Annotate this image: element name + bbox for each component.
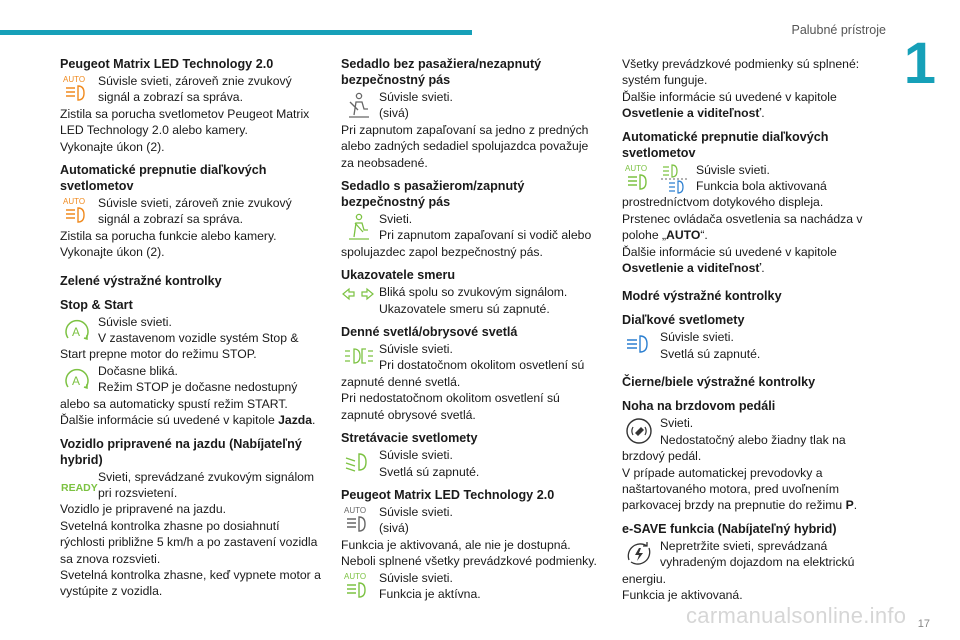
text-line: Súvisle svieti.	[379, 570, 453, 585]
paragraph: Start prepne motor do režimu STOP.	[60, 347, 257, 362]
indicator-row	[622, 538, 884, 571]
text-line: Nedostatočný alebo žiadny tlak na	[660, 432, 846, 447]
text-line: (sivá)	[379, 106, 409, 121]
paragraph: Prstenec ovládača osvetlenia sa nachádza v polohe „AUTO“.	[622, 211, 863, 243]
seatbelt-off-gray-icon	[341, 89, 375, 121]
svg-text:READY: READY	[61, 481, 98, 494]
text-line: Súvisle svieti.	[379, 504, 453, 519]
paragraph: prostredníctvom dotykového displeja.	[622, 195, 824, 210]
stop-start-green-icon	[60, 363, 94, 395]
section-blue-indicators: Modré výstražné kontrolky	[622, 289, 782, 304]
paragraph: Svetelná kontrolka zhasne po dosiahnutí rýchlosti približne 5 km/h a po zastavení vozidla sa znova rozsvieti.	[60, 518, 318, 566]
paragraph: Svetelná kontrolka zhasne, keď vypnete motor a vystúpite z vozidla.	[60, 567, 321, 599]
paragraph: alebo sa automaticky spustí režim START.	[60, 396, 288, 411]
paragraph: Vozidlo je pripravené na jazdu.	[60, 502, 226, 517]
paragraph: Pri zapnutom zapaľovaní sa jedno z predných alebo zadných sedadiel spolujazdca považuje za neobsadené.	[341, 122, 589, 170]
auto-headlamp-gray-icon	[341, 504, 375, 536]
indicator-row	[341, 504, 603, 537]
paragraph: brzdový pedál.	[622, 449, 702, 464]
indicator-row	[60, 73, 322, 106]
text-line: Súvisle svieti.	[379, 448, 453, 463]
page-header-title: Palubné prístroje	[791, 23, 886, 37]
text-line: Svieti.	[379, 212, 413, 227]
indicator-row	[60, 195, 322, 228]
text-line: Pri zapnutom zapaľovaní si vodič alebo	[379, 228, 592, 243]
paragraph: Neboli splnené všetky prevádzkové podmienky.	[341, 554, 597, 569]
heading-foot-on-brake: Noha na brzdovom pedáli	[622, 399, 776, 414]
section-bw-indicators: Čierne/biele výstražné kontrolky	[622, 375, 816, 390]
paragraph: Zistila sa porucha svetlometov Peugeot Matrix LED Technology 2.0 alebo kamery.	[60, 106, 310, 138]
text-line: Súvisle svieti.	[379, 342, 453, 357]
indicator-row	[622, 415, 884, 448]
heading-stop-start: Stop & Start	[60, 297, 133, 312]
paragraph: Zistila sa porucha funkcie alebo kamery.	[60, 228, 277, 243]
text-line: signál a zobrazí sa správa.	[98, 90, 243, 105]
text-line: Ukazovatele smeru sú zapnuté.	[379, 301, 550, 316]
main-beam-blue-icon	[622, 329, 656, 361]
section-green-indicators: Zelené výstražné kontrolky	[60, 273, 222, 288]
page-number: 17	[917, 618, 930, 630]
text-line: Súvisle svieti.	[696, 162, 770, 177]
heading-seatbelt-unfastened: Sedadlo bez pasažiera/nezapnutý bezpečnostný pás	[341, 57, 542, 87]
auto-headlamp-orange-icon	[60, 195, 94, 227]
ready-green-icon	[60, 469, 98, 501]
paragraph: Funkcia je aktivovaná, ale nie je dostupná.	[341, 537, 571, 552]
paragraph: Pri nedostatočnom okolitom osvetlení sú zapnuté obrysové svetlá.	[341, 391, 560, 422]
paragraph: spolujazdec zapol bezpečnostný pás.	[341, 244, 543, 259]
paragraph: Vykonajte úkon (2).	[60, 139, 165, 154]
stop-start-green-icon	[60, 314, 94, 346]
text-line: Svetlá sú zapnuté.	[379, 464, 480, 479]
auto-headlamp-orange-icon	[60, 73, 94, 105]
svg-text:AUTO: AUTO	[344, 505, 367, 515]
paragraph: zapnuté denné svetlá.	[341, 374, 461, 389]
heading-e-save: e-SAVE funkcia (Nabíjateľný hybrid)	[622, 521, 837, 536]
indicator-row	[341, 211, 603, 244]
daytime-lights-green-icon	[341, 341, 375, 373]
indicator-row	[341, 341, 603, 374]
text-line: Nepretržite svieti, sprevádzaná	[660, 538, 828, 553]
text-line: Svieti, sprevádzané zvukovým signálom	[98, 469, 315, 484]
svg-text:A: A	[72, 324, 81, 339]
foot-on-brake-icon	[622, 415, 656, 447]
text-line: Svetlá sú zapnuté.	[660, 346, 761, 361]
svg-text:AUTO: AUTO	[625, 163, 648, 173]
high-beam-assist-icon	[658, 162, 692, 194]
svg-text:AUTO: AUTO	[344, 571, 367, 581]
text-line: Bliká spolu so zvukovým signálom.	[379, 285, 568, 300]
indicator-row	[622, 329, 884, 362]
text-line: Súvisle svieti, zároveň znie zvukový	[98, 74, 292, 88]
paragraph: V prípade automatickej prevodovky a naštartovaného motora, pred uvoľnením parkovacej brzdy na prepnutie do režimu P.	[622, 465, 858, 513]
column-1	[60, 56, 322, 600]
seatbelt-on-green-icon	[341, 211, 375, 243]
text-line: (sivá)	[379, 521, 409, 536]
heading-ready-to-drive: Vozidlo pripravené na jazdu (Nabíjateľný hybrid)	[60, 436, 302, 467]
text-line: Súvisle svieti.	[98, 314, 172, 329]
text-line: Dočasne bliká.	[98, 363, 178, 378]
turn-signal-arrows-green-icon	[341, 284, 375, 316]
indicator-row	[60, 314, 322, 347]
indicator-row	[60, 469, 322, 502]
watermark-text: carmanualsonline.info	[686, 603, 907, 628]
indicator-row	[341, 570, 603, 603]
column-2	[341, 56, 603, 602]
text-line: vyhradeným dojazdom na elektrickú	[660, 555, 855, 570]
text-line: Pri dostatočnom okolitom osvetlení sú	[379, 358, 585, 373]
paragraph: Vykonajte úkon (2).	[60, 245, 165, 260]
paragraph: Ďalšie informácie sú uvedené v kapitole Osvetlenie a viditeľnosť.	[622, 89, 837, 121]
paragraph: Ďalšie informácie sú uvedené v kapitole Osvetlenie a viditeľnosť.	[622, 244, 837, 276]
indicator-row	[341, 89, 603, 122]
heading-matrix-led: Peugeot Matrix LED Technology 2.0	[60, 57, 274, 71]
e-save-icon	[622, 538, 656, 570]
auto-headlamp-green-icon	[341, 570, 375, 602]
heading-auto-high-beam-2: Automatické prepnutie diaľkových svetlometov	[622, 129, 829, 160]
indicator-row	[622, 162, 884, 195]
column-3	[622, 56, 884, 603]
text-line: Súvisle svieti.	[660, 330, 734, 345]
heading-seatbelt-fastened: Sedadlo s pasažierom/zapnutý bezpečnostný pás	[341, 179, 525, 210]
auto-headlamp-green-icon	[622, 162, 656, 194]
text-line: Režim STOP je dočasne nedostupný	[98, 380, 298, 395]
text-line: pri rozsvietení.	[98, 485, 178, 500]
text-line: Súvisle svieti, zároveň znie zvukový	[98, 196, 292, 211]
paragraph: energiu.	[622, 571, 667, 586]
paragraph: Funkcia je aktivovaná.	[622, 587, 743, 602]
chapter-number: 1	[903, 31, 936, 96]
indicator-row	[341, 447, 603, 480]
heading-matrix-led-2: Peugeot Matrix LED Technology 2.0	[341, 487, 555, 502]
text-line: signál a zobrazí sa správa.	[98, 212, 243, 227]
paragraph: Ďalšie informácie sú uvedené v kapitole Jazda.	[60, 413, 316, 428]
heading-auto-high-beam: Automatické prepnutie diaľkových svetlometov	[60, 163, 267, 194]
svg-text:AUTO: AUTO	[63, 197, 86, 207]
indicator-row	[60, 363, 322, 396]
text-line: Funkcia je aktívna.	[379, 586, 481, 601]
paragraph: Všetky prevádzkové podmienky sú splnené: systém funguje.	[622, 57, 860, 88]
heading-dipped-beam: Stretávacie svetlomety	[341, 431, 478, 446]
heading-main-beam: Diaľkové svetlomety	[622, 313, 745, 328]
svg-text:AUTO: AUTO	[63, 75, 86, 84]
heading-turn-signals: Ukazovatele smeru	[341, 268, 456, 283]
indicator-row	[341, 284, 603, 317]
text-line: V zastavenom vozidle systém Stop &	[98, 331, 299, 346]
header-accent-bar	[0, 30, 472, 35]
text-line: Svieti.	[660, 416, 694, 431]
dipped-beam-green-icon	[341, 447, 375, 479]
text-line: Funkcia bola aktivovaná	[696, 179, 827, 194]
text-line: Súvisle svieti.	[379, 90, 453, 104]
svg-text:A: A	[72, 373, 81, 388]
heading-daytime-lights: Denné svetlá/obrysové svetlá	[341, 325, 518, 340]
